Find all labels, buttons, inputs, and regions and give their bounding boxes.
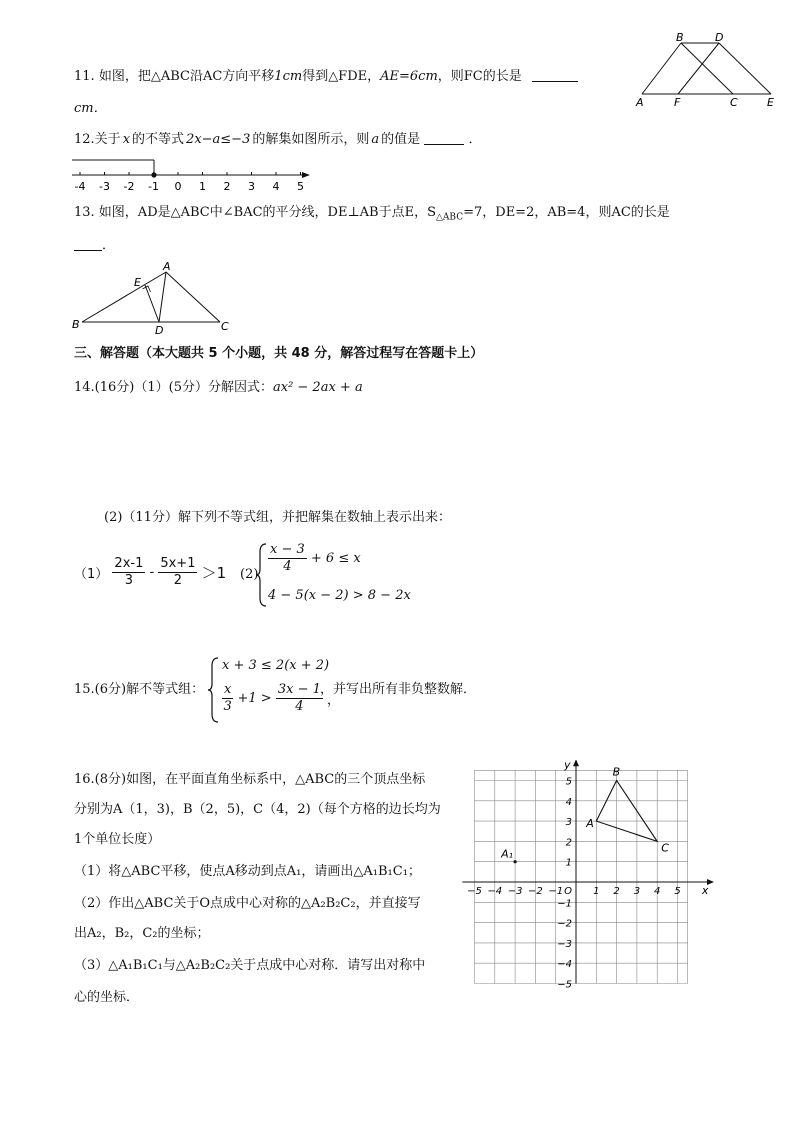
y-tick-label: 5	[565, 776, 572, 788]
q15-label: 15.(6分)解不等式组：	[74, 682, 205, 697]
q15-comma: ，	[327, 693, 341, 708]
q15-line1: x + 3 ≤ 2(x + 2)	[222, 658, 330, 673]
x-tick-label: 2	[613, 886, 620, 897]
point-label: C	[661, 841, 669, 855]
q16-line4: （1）将△ABC平移，使点A移动到点A₁，请画出△A₁B₁C₁；	[74, 864, 421, 879]
q14-p2-num: x − 3	[270, 542, 305, 557]
q11-seg-de	[719, 43, 771, 94]
q13-line2	[74, 236, 115, 256]
q11-label-e: E	[767, 96, 774, 109]
q14-p1-frac2	[158, 556, 197, 589]
q14-p1-den2: 2	[173, 573, 183, 588]
section3-title: 三、解答题（本大题共 5 个小题，共 48 分，解答过程写在答题卡上）	[74, 346, 484, 361]
q11-shift: 1cm	[274, 69, 303, 84]
q16-line2: 分别为A（1，3)，B（2，5)，C（4，2)（每个方格的边长均为	[74, 802, 441, 817]
q14-p2-den: 4	[283, 559, 292, 574]
q12-tick-label: -2	[123, 180, 135, 193]
q15-num2: 3x − 1	[277, 682, 321, 697]
x-tick-label: −1	[548, 886, 564, 897]
q13-label-c: C	[221, 320, 229, 333]
q11-label-f: F	[674, 96, 681, 109]
q14-part2: (2)（11分）解下列不等式组，并把解集在数轴上表示出来：	[104, 510, 451, 525]
q13-seg-ac	[166, 272, 220, 322]
q12-a: a	[371, 132, 380, 147]
q11-unit: cm．	[74, 101, 107, 116]
q13-text2: =7，DE=2，AB=4，则AC的长是	[463, 205, 670, 220]
y-tick-label: 2	[565, 837, 572, 849]
q14-p1-den1: 3	[124, 573, 134, 588]
q14-p2-brace	[256, 542, 268, 608]
q12-tick-label: -3	[99, 180, 110, 193]
q15-after: ，并写出所有非负整数解．	[320, 682, 477, 697]
x-axis-label: x	[701, 884, 709, 897]
q14-header	[74, 378, 363, 398]
q13-seg-ad	[159, 272, 166, 322]
q11-figure	[630, 30, 780, 110]
q14-header-text: 14.(16分)（1）(5分）分解因式：	[74, 380, 273, 395]
q14-p1-label: （1）	[74, 567, 109, 582]
y-tick-label: 3	[565, 817, 572, 829]
q12-text-before: 12.关于	[74, 132, 121, 147]
q12-tick-label: 1	[199, 180, 206, 193]
q13-line	[74, 203, 670, 228]
point-label: B	[612, 765, 621, 779]
q12-tick-label: 2	[223, 180, 231, 193]
q11-label-b: B	[676, 31, 684, 44]
q16-line7: （3）△A₁B₁C₁与△A₂B₂C₂关于点成中心对称．请写出对称中	[74, 958, 426, 973]
q16-line8: 心的坐标．	[74, 990, 140, 1005]
x-tick-label: −3	[507, 886, 523, 897]
q12-text-end: 的值是	[381, 132, 421, 147]
q14-p1	[74, 556, 226, 589]
q13-figure	[70, 258, 240, 338]
q11-line1	[74, 67, 578, 87]
q13-seg-de	[145, 285, 159, 322]
q14-p2-line1	[268, 542, 361, 575]
x-tick-label: −5	[467, 886, 482, 897]
q12-tick-label: 4	[272, 180, 280, 193]
q14-p1-num2: 5x+1	[160, 556, 196, 571]
q11-text-mid: 得到△FDE，	[302, 69, 381, 84]
point-a1-dot	[514, 860, 517, 863]
q14-p2-line2: 4 − 5(x − 2) > 8 − 2x	[268, 588, 411, 603]
q11-seg-fd	[678, 43, 719, 94]
q16-line1: 16.(8分)如图，在平面直角坐标系中，△ABC的三个顶点坐标	[74, 772, 426, 787]
q12-tick-label: 5	[297, 180, 304, 193]
q11-number: 11.	[74, 69, 95, 84]
y-axis-arrow	[573, 760, 579, 766]
q12-number-line	[70, 156, 320, 196]
q13-sub: △ABC	[436, 212, 464, 223]
y-tick-label: −5	[557, 979, 572, 991]
q12-inequality: 2x−a≤−3	[186, 132, 251, 147]
q14-expr: ax² − 2ax + a	[272, 380, 363, 395]
triangle-abc	[596, 781, 657, 842]
q16-line6: 出A₂，B₂，C₂的坐标；	[74, 926, 210, 941]
q14-p1-minus: -	[149, 565, 155, 580]
x-tick-label: −4	[487, 886, 503, 897]
q16-line5: （2）作出△ABC关于O点成中心对称的△A₂B₂C₂，并直接写	[74, 896, 421, 911]
q11-text-before: 如图，把△ABC沿AC方向平移	[98, 69, 275, 84]
q12-text-after: 的解集如图所示，则	[252, 132, 370, 147]
q14-p1-num1: 2x-1	[114, 556, 144, 571]
y-tick-label: 4	[565, 796, 572, 808]
q12-answer-blank[interactable]	[424, 130, 464, 145]
q11-ae: AE=6cm	[380, 69, 438, 84]
x-tick-label: 5	[674, 886, 681, 897]
q15-frac1	[222, 682, 233, 715]
q14-p2-rest1: + 6 ≤ x	[310, 551, 361, 566]
q16-coordinate-grid	[462, 760, 714, 992]
q13-seg-ba	[82, 272, 166, 322]
q12-tick-label: 3	[248, 180, 255, 193]
q12-tick-label: 0	[174, 180, 182, 193]
y-axis-label: y	[564, 760, 571, 772]
q12-tick-label: -4	[74, 180, 86, 193]
q11-answer-blank[interactable]	[532, 67, 578, 82]
q15-frac2	[276, 682, 323, 715]
q14-p1-frac1	[112, 556, 145, 589]
y-tick-label: −4	[557, 959, 572, 971]
q11-seg-ab	[642, 43, 681, 94]
x-tick-label: 4	[654, 886, 661, 897]
q13-label-e: E	[134, 276, 141, 289]
q12-line	[74, 130, 481, 150]
q13-label-d: D	[155, 324, 164, 337]
q13-period: ．	[102, 238, 116, 253]
q15-den1: 3	[223, 699, 232, 714]
point-label: A	[586, 817, 594, 831]
point-label: A₁	[501, 847, 514, 861]
q12-text-mid: 的不等式	[132, 132, 185, 147]
q14-p2-label: (2)	[240, 567, 259, 582]
q13-text: 13. 如图，AD是△ABC中∠BAC的平分线，DE⊥AB于点E，S	[74, 205, 437, 220]
x-tick-label: 3	[633, 886, 641, 897]
q11-label-d: D	[715, 31, 724, 44]
y-tick-label: −1	[557, 898, 572, 910]
q13-label-b: B	[72, 318, 80, 331]
q11-label-c: C	[730, 96, 738, 109]
q15-brace	[208, 656, 220, 724]
q14-p2-frac	[268, 542, 307, 575]
q11-label-a: A	[636, 96, 644, 109]
q15-mid: +1 >	[237, 691, 272, 706]
y-tick-label: 1	[565, 857, 572, 869]
x-tick-label: 1	[593, 886, 600, 897]
origin-label: O	[564, 886, 572, 897]
x-tick-label: −2	[528, 886, 543, 897]
y-tick-label: −2	[557, 918, 572, 930]
q12-tick-label: -1	[148, 180, 159, 193]
q13-label-a: A	[163, 260, 171, 273]
q16-line3: 1个单位长度）	[74, 832, 161, 847]
q11-text-after: ，则FC的长是	[437, 69, 522, 84]
q13-answer-blank[interactable]	[74, 236, 102, 251]
q11-seg-bc	[681, 43, 733, 94]
q14-p1-rel: ＞1	[201, 564, 227, 582]
q12-axis-arrow	[302, 172, 310, 178]
q12-var: x	[122, 132, 131, 147]
q15-den2: 4	[295, 699, 304, 714]
q15-num1: x	[224, 682, 232, 697]
q12-period: ．	[468, 132, 482, 147]
y-tick-label: −3	[557, 938, 572, 950]
